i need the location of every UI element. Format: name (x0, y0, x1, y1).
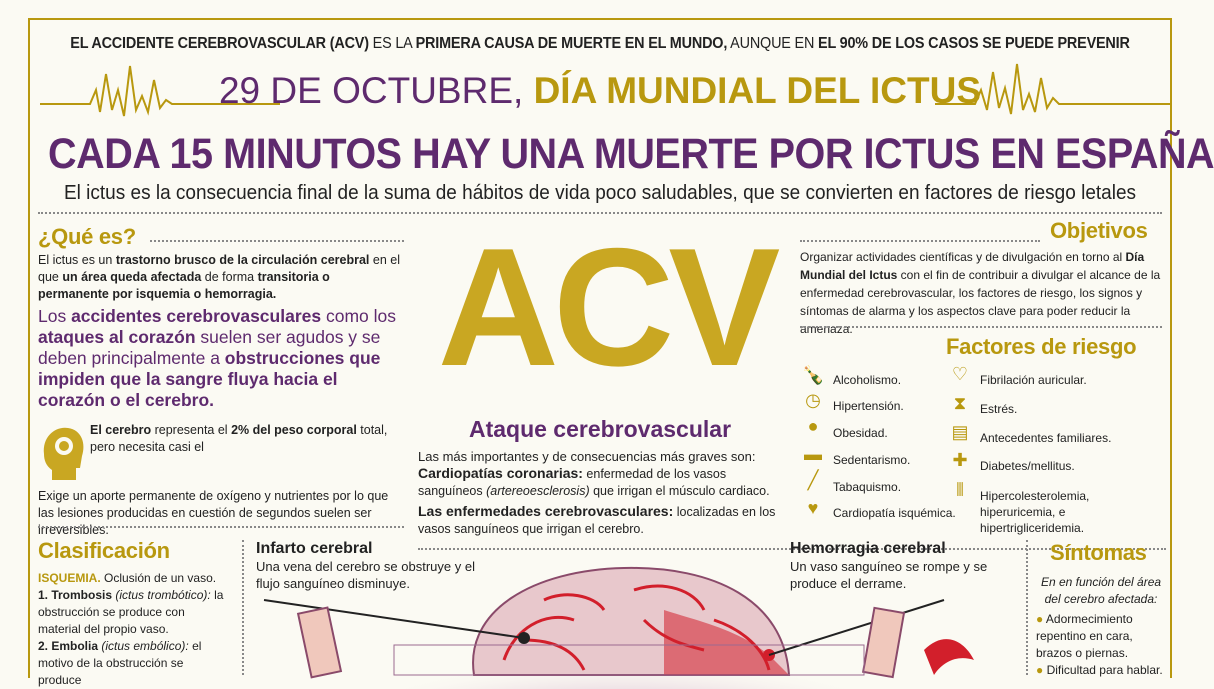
main-headline: CADA 15 MINUTOS HAY UNA MUERTE POR ICTUS EN ESPAÑA (48, 130, 1214, 178)
sintomas-title: Síntomas (1050, 540, 1147, 565)
factor-item: Hipertensión. (833, 399, 904, 413)
divider (38, 526, 404, 528)
infarto-card (256, 540, 486, 592)
cerebro-text: El cerebro representa el 2% del peso corporal total, pero necesita casi el (90, 423, 388, 454)
factor-item: Obesidad. (833, 426, 888, 440)
person-icon: ● (807, 416, 819, 436)
couch-icon: ▬ (804, 444, 822, 464)
center-text: Las más importantes y de consecuencias más graves son: Cardiopatías coronarias: enfermedad de los vasos sanguíneos (artereoesclerosis) que irrigan el músculo cardiaco. Las enfermedades cerebrovasculares: localizadas en los vasos sanguíneos que irrigan el cerebro. (418, 449, 776, 536)
top-banner: EL ACCIDENTE CEREBROVASCULAR (ACV) ES LA PRIMERA CAUSA DE MUERTE EN EL MUNDO, AUNQUE EN EL 90% DE LOS CASOS SE PUEDE PREVENIR (70, 35, 1130, 52)
divider (800, 326, 1162, 328)
que-es-title: ¿Qué es? (38, 224, 136, 249)
head-brain-icon (36, 424, 86, 482)
infarto-text: Una vena del cerebro se obstruye y el flujo sanguíneo disminuye. (256, 559, 475, 591)
bullet-icon: ● (1036, 612, 1046, 626)
clasificacion-title: Clasificación (38, 538, 170, 563)
factores-title: Factores de riesgo (946, 334, 1137, 359)
bullet-icon: ● (1036, 663, 1047, 677)
clasificacion-text: ISQUEMIA. Oclusión de un vaso. 1. Trombosis (ictus trombótico): la obstrucción se produce con material del propio vaso. 2. Embolia (ictus embólico): el motivo de la obstrucción se produce (38, 571, 224, 687)
heart-icon: ♥ (807, 498, 819, 518)
objetivos-title: Objetivos (1050, 218, 1148, 243)
bottle-icon: 🍾 (802, 365, 825, 385)
sintomas-text: En en función del área del cerebro afectada: ● Adormecimiento repentino en cara, brazos o piernas. ● Dificultad para hablar. (1036, 575, 1163, 677)
hemorragia-card (790, 540, 990, 592)
factor-item: Fibrilación auricular. (980, 373, 1087, 387)
cigarette-icon: ╱ (807, 470, 819, 490)
acv-subtitle: Ataque cerebrovascular (468, 416, 732, 442)
hemorragia-title: Hemorragia cerebral (790, 540, 946, 557)
que-es-lead: Los accidentes cerebrovasculares como los ataques al corazón suelen ser agudos y se deben principalmente a obstrucciones que impiden que la sangre fluya hacia el corazón o el cerebro. (38, 306, 396, 410)
objetivos-text: Organizar actividades científicas y de divulgación en torno al Día Mundial del Ictus con el fin de contribuir a divulgar el alcance de la enfermedad cerebrovascular, los factores de riesgo, los signos y síntomas de alarma y los aspectos clave para poder reducir la amenaza. (800, 250, 1161, 336)
factor-item: Hipercolesterolemia, hiperuricemia, e hipertrigliceridemia. (980, 489, 1090, 535)
infarto-title: Infarto cerebral (256, 540, 373, 557)
exige-text: Exige un aporte permanente de oxígeno y nutrientes por lo que las lesiones producidas en cuestión de segundos suelen ser irreversibles. (38, 489, 389, 537)
que-es-text: El ictus es un trastorno brusco de la circulación cerebral en el que un área queda afectada de forma transitoria o permanente por isquemia o hemorragia. (38, 253, 400, 301)
divider (150, 240, 404, 242)
factor-item: Estrés. (980, 402, 1018, 416)
factor-item: Tabaquismo. (833, 480, 902, 494)
hourglass-icon: ⧗ (953, 393, 967, 413)
gauge-icon: ◷ (805, 390, 821, 410)
divider (800, 240, 1040, 242)
factor-item: Alcoholismo. (833, 373, 902, 387)
hemorragia-text: Un vaso sanguíneo se rompe y se produce el derrame. (790, 559, 988, 591)
document-icon: ▤ (951, 422, 969, 442)
factor-item: Antecedentes familiares. (980, 431, 1112, 445)
acv-title: ACV (437, 213, 775, 401)
divider (1026, 540, 1028, 675)
factor-item: Cardiopatía isquémica. (833, 506, 956, 520)
test-tube-icon: ⫴ (956, 480, 964, 500)
date-title: 29 DE OCTUBRE, DÍA MUNDIAL DEL ICTUS (218, 70, 981, 111)
factor-item: Sedentarismo. (833, 453, 911, 467)
user-plus-icon: ✚ (952, 450, 968, 470)
factor-item: Diabetes/mellitus. (980, 459, 1075, 473)
sub-headline: El ictus es la consecuencia final de la suma de hábitos de vida poco saludables, que se convierten en factores de riesgo letales (63, 182, 1137, 204)
heart-pulse-icon: ♡ (951, 364, 969, 384)
